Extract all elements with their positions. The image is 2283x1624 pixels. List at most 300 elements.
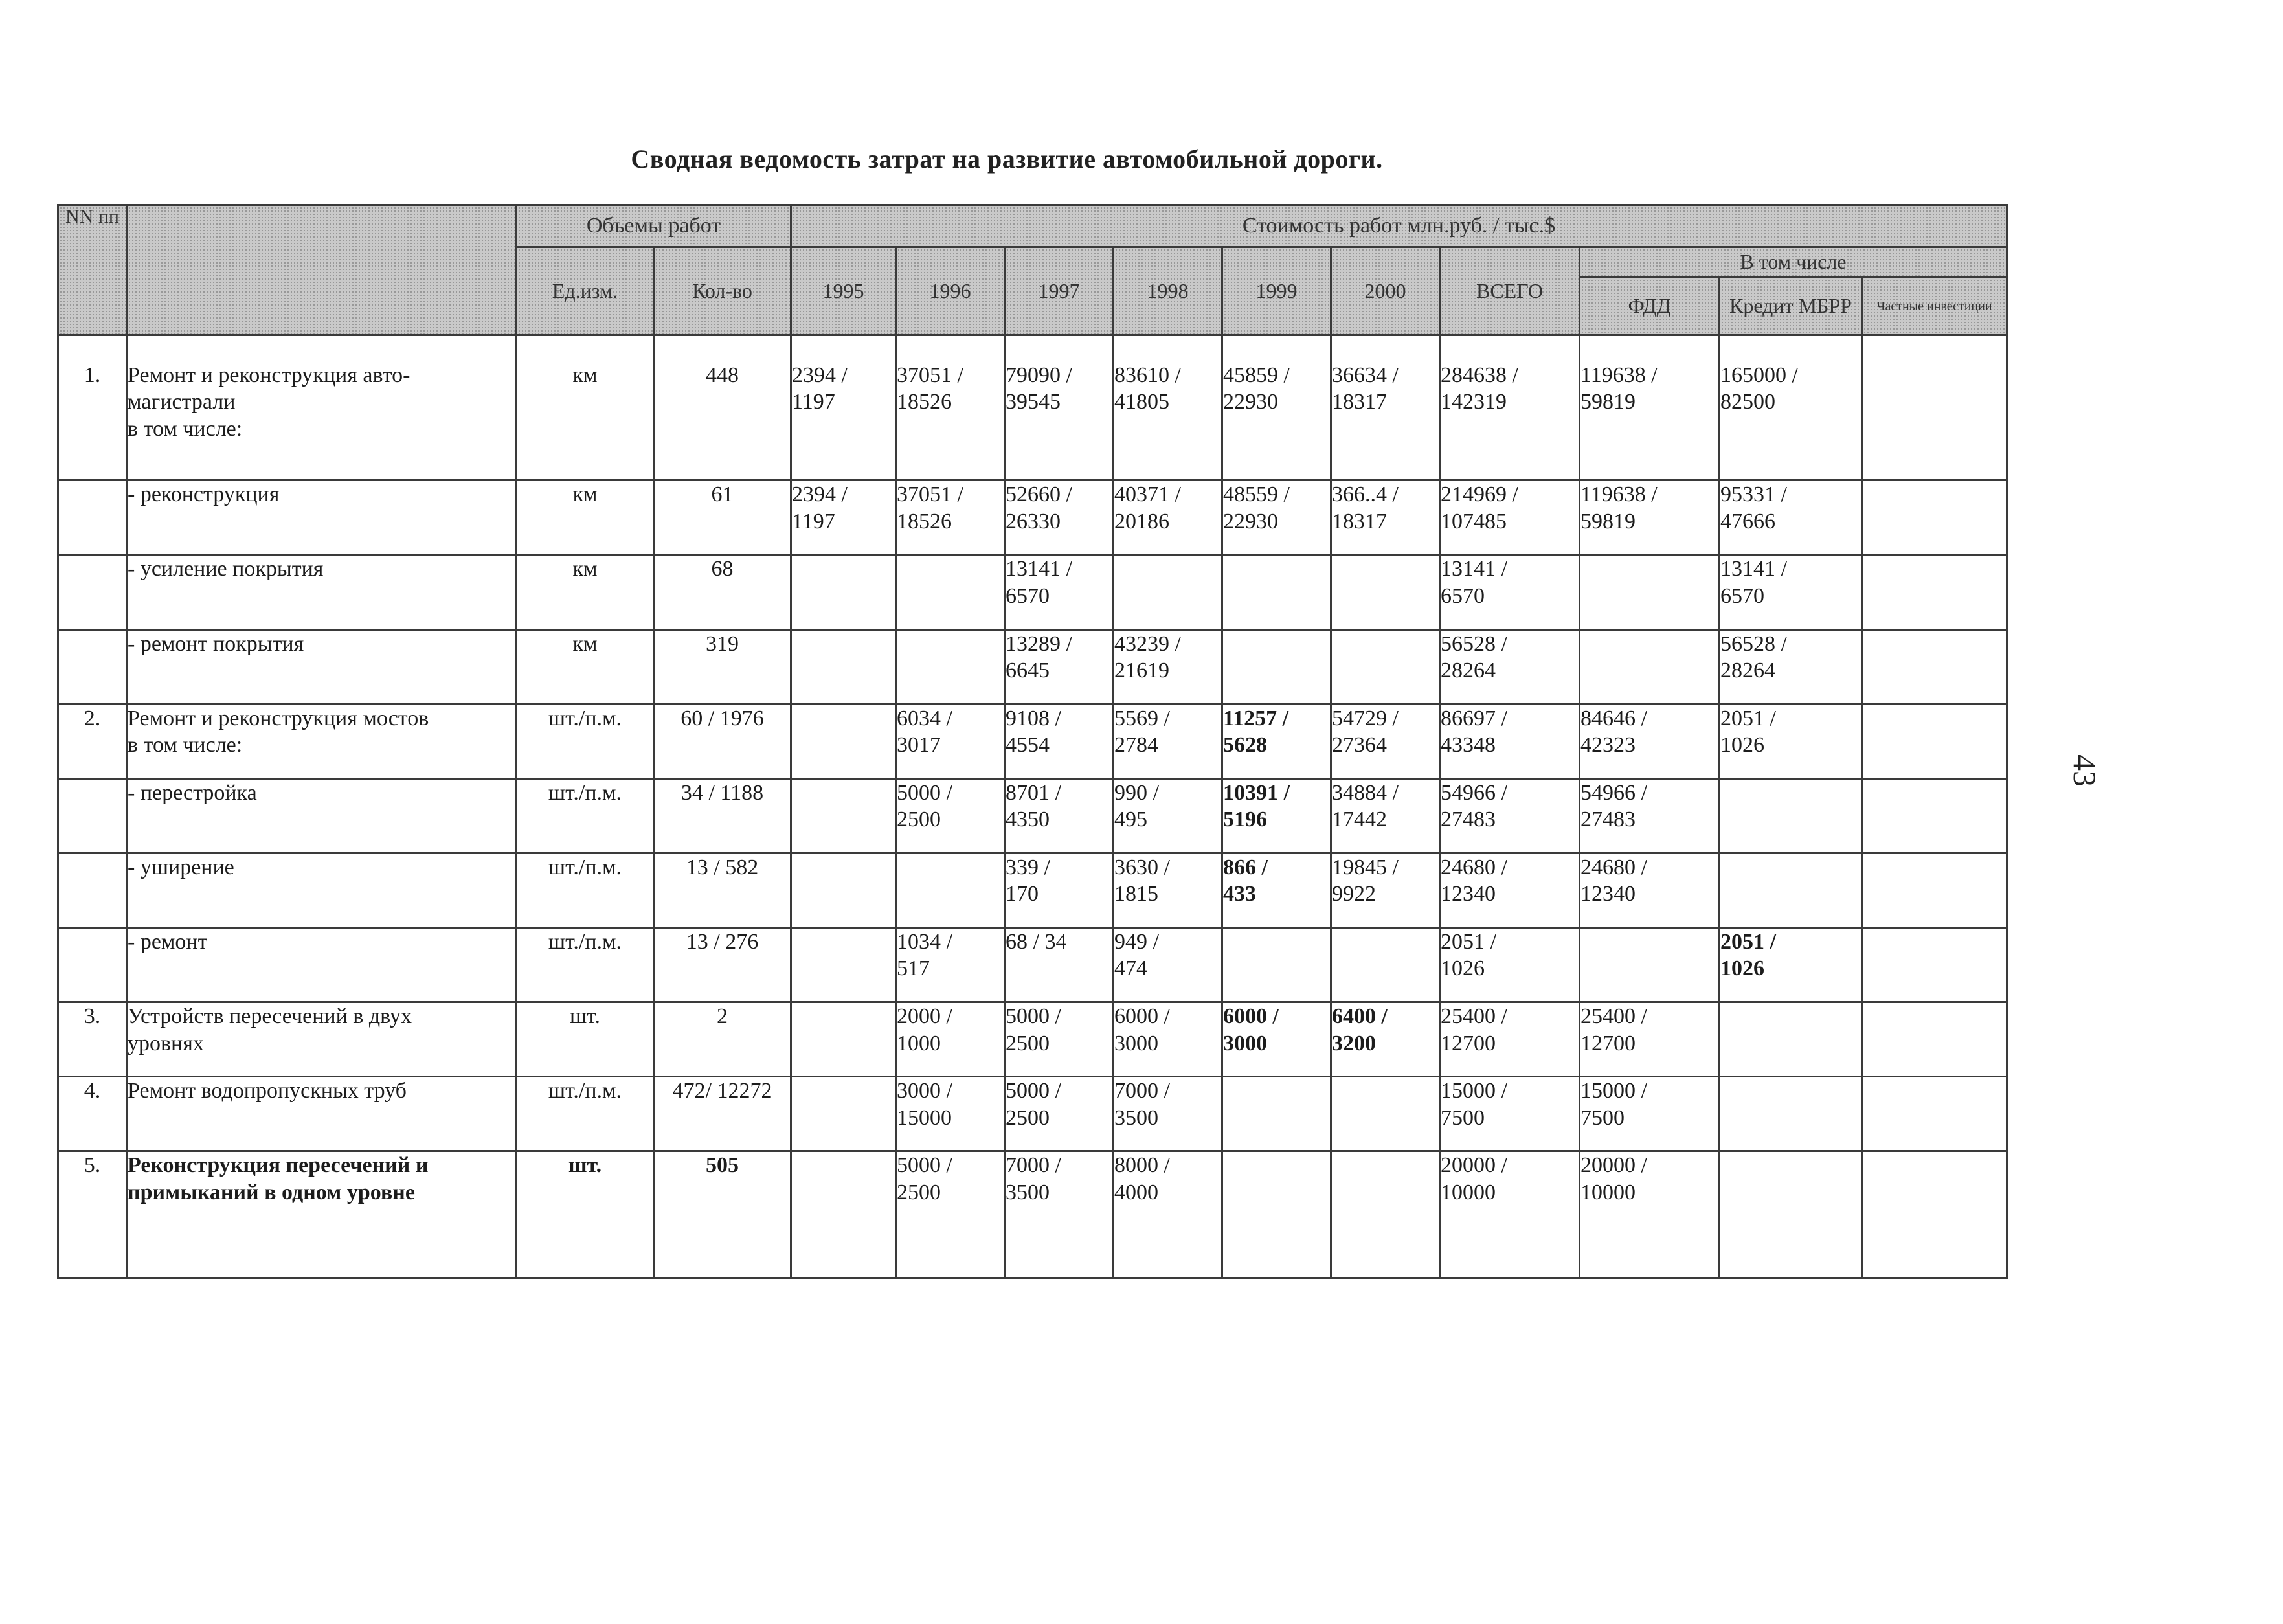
cell-line: 15000: [897, 1105, 952, 1130]
cell-line: 56528 /: [1441, 631, 1507, 656]
cell-line: 5628: [1223, 733, 1267, 758]
cell-line: в том числе:: [128, 416, 243, 441]
row-number: 3.: [58, 1002, 127, 1077]
cell-line: 8000 /: [1114, 1153, 1170, 1178]
page-number: 43: [2067, 754, 2103, 787]
cell-line: 27483: [1580, 807, 1636, 832]
cell-credit: [1720, 853, 1862, 927]
row-unit: км: [517, 480, 654, 555]
cell-y1995: [791, 928, 896, 1002]
cell-line: 6570: [1720, 583, 1764, 608]
cell-y1997: [1005, 704, 1114, 778]
cell-line: 19845 /: [1332, 855, 1399, 879]
cell-line: 1000: [897, 1031, 941, 1055]
cell-y1999: [1222, 1077, 1331, 1151]
cell-total: [1440, 629, 1580, 704]
cell-line: 27483: [1441, 807, 1496, 832]
row-unit: шт./п.м.: [517, 853, 654, 927]
header-total: ВСЕГО: [1440, 247, 1580, 335]
cell-fdd: [1580, 928, 1720, 1002]
header-1996: 1996: [896, 247, 1005, 335]
cell-line: 84646 /: [1580, 706, 1647, 730]
header-nn: NN пп: [58, 205, 127, 335]
row-qty: 448: [654, 335, 791, 480]
cell-line: 339 /: [1006, 855, 1050, 879]
cell-credit: [1720, 1077, 1862, 1151]
cell-total: [1440, 853, 1580, 927]
cell-line: 6645: [1006, 658, 1050, 682]
cell-y1997: [1005, 555, 1114, 629]
cell-line: 119638 /: [1580, 482, 1658, 507]
cell-line: 15000 /: [1441, 1079, 1507, 1103]
cell-y1997: [1005, 1002, 1114, 1077]
cell-y1999: [1222, 1151, 1331, 1278]
document-title: Сводная ведомость затрат на развитие автомобильной дороги.: [631, 144, 1383, 174]
table-row: [58, 335, 2007, 480]
cell-line: 1815: [1114, 882, 1158, 907]
cell-y1999: [1222, 555, 1331, 629]
cell-line: 22930: [1223, 509, 1278, 534]
row-number: 1.: [58, 335, 127, 480]
cell-fdd: [1580, 853, 1720, 927]
cell-line: 7000 /: [1114, 1079, 1170, 1103]
cell-line: 40371 /: [1114, 482, 1181, 507]
row-name: [127, 928, 517, 1002]
cell-line: - реконструкция: [128, 482, 280, 507]
table-row: [58, 853, 2007, 927]
cell-line: 28264: [1441, 658, 1496, 682]
cell-y1998: [1114, 335, 1222, 480]
cell-y1996: [896, 928, 1005, 1002]
cell-private: [1862, 778, 2007, 853]
row-number: [58, 480, 127, 555]
cell-line: 3500: [1006, 1180, 1050, 1204]
cell-line: Реконструкция пересечений и: [128, 1153, 429, 1178]
cell-y2000: [1331, 1077, 1440, 1151]
cell-line: 36634 /: [1332, 363, 1399, 387]
row-unit: км: [517, 335, 654, 480]
header-row-1: [58, 205, 2007, 247]
cell-line: 45859 /: [1223, 363, 1290, 387]
cell-y1997: [1005, 778, 1114, 853]
cell-y1995: [791, 1002, 896, 1077]
table-row: [58, 1002, 2007, 1077]
cell-line: - усиление покрытия: [128, 557, 324, 581]
cell-y1998: [1114, 928, 1222, 1002]
cell-line: 433: [1223, 882, 1256, 907]
cell-line: 1197: [792, 509, 835, 534]
cell-line: 13289 /: [1006, 631, 1072, 656]
cell-line: 59819: [1580, 390, 1636, 414]
cell-y1999: [1222, 629, 1331, 704]
cell-total: [1440, 555, 1580, 629]
cell-line: 54729 /: [1332, 706, 1399, 730]
cell-line: 34884 /: [1332, 780, 1399, 805]
cell-line: 56528 /: [1720, 631, 1787, 656]
cell-line: 15000 /: [1580, 1079, 1647, 1103]
cell-private: [1862, 1002, 2007, 1077]
cell-line: - ремонт покрытия: [128, 631, 304, 656]
cell-credit: [1720, 555, 1862, 629]
cell-line: 517: [897, 956, 930, 981]
cell-y1995: [791, 480, 896, 555]
cell-total: [1440, 335, 1580, 480]
cell-y2000: [1331, 555, 1440, 629]
row-name: [127, 1151, 517, 1278]
cell-line: 7500: [1580, 1105, 1625, 1130]
cell-line: Ремонт водопропускных труб: [128, 1079, 407, 1103]
row-unit: шт.: [517, 1002, 654, 1077]
header-incl: В том числе: [1580, 247, 2007, 278]
cell-line: уровнях: [128, 1031, 204, 1055]
cell-line: 86697 /: [1441, 706, 1507, 730]
cell-line: 52660 /: [1006, 482, 1072, 507]
cell-line: 1197: [792, 390, 835, 414]
row-unit: шт.: [517, 1151, 654, 1278]
cell-line: 26330: [1006, 509, 1061, 534]
cell-private: [1862, 704, 2007, 778]
cell-fdd: [1580, 629, 1720, 704]
cell-private: [1862, 555, 2007, 629]
cell-y2000: [1331, 335, 1440, 480]
header-cost: Стоимость работ млн.руб. / тыс.$: [791, 205, 2007, 247]
cell-line: 4000: [1114, 1180, 1158, 1204]
cell-line: 24680 /: [1441, 855, 1507, 879]
cell-line: 2394 /: [792, 482, 848, 507]
row-number: [58, 853, 127, 927]
cell-y1998: [1114, 1151, 1222, 1278]
cell-line: 10391 /: [1223, 780, 1290, 805]
cell-line: 2051 /: [1720, 930, 1776, 954]
cell-line: примыканий в одном уровне: [128, 1180, 415, 1204]
cell-line: 2500: [1006, 1105, 1050, 1130]
cell-y1996: [896, 480, 1005, 555]
header-1999: 1999: [1222, 247, 1331, 335]
row-number: [58, 928, 127, 1002]
row-qty: 61: [654, 480, 791, 555]
row-name: [127, 335, 517, 480]
cell-fdd: [1580, 704, 1720, 778]
cell-line: 68 / 34: [1006, 930, 1067, 954]
cell-y1997: [1005, 1151, 1114, 1278]
cell-line: 1034 /: [897, 930, 952, 954]
cell-fdd: [1580, 335, 1720, 480]
cell-line: 142319: [1441, 390, 1507, 414]
row-number: [58, 778, 127, 853]
cell-credit: [1720, 335, 1862, 480]
header-fdd: ФДД: [1580, 278, 1720, 335]
cell-y1998: [1114, 629, 1222, 704]
cell-line: 9922: [1332, 882, 1376, 907]
row-qty: 2: [654, 1002, 791, 1077]
row-name: [127, 1077, 517, 1151]
cell-line: 10000: [1441, 1180, 1496, 1204]
cell-line: 20000 /: [1441, 1153, 1507, 1178]
cell-private: [1862, 629, 2007, 704]
header-1995: 1995: [791, 247, 896, 335]
row-number: [58, 629, 127, 704]
cell-line: - перестройка: [128, 780, 257, 805]
header-unit: Ед.изм.: [517, 247, 654, 335]
cell-line: 18526: [897, 509, 952, 534]
cell-y1995: [791, 1077, 896, 1151]
cell-y2000: [1331, 1151, 1440, 1278]
cell-line: 9108 /: [1006, 706, 1061, 730]
cell-line: 20186: [1114, 509, 1169, 534]
cell-credit: [1720, 928, 1862, 1002]
cell-total: [1440, 778, 1580, 853]
cell-y1997: [1005, 480, 1114, 555]
cell-line: 107485: [1441, 509, 1507, 534]
cell-y1997: [1005, 1077, 1114, 1151]
table-row: [58, 1077, 2007, 1151]
row-qty: 13 / 276: [654, 928, 791, 1002]
row-name: [127, 853, 517, 927]
cell-line: 8701 /: [1006, 780, 1061, 805]
cell-line: 3000 /: [897, 1079, 952, 1103]
header-credit: Кредит МБРР: [1720, 278, 1862, 335]
cell-line: 3000: [1223, 1031, 1267, 1055]
cell-line: 3630 /: [1114, 855, 1170, 879]
header-qty: Кол-во: [654, 247, 791, 335]
cell-line: 47666: [1720, 509, 1775, 534]
row-name: [127, 704, 517, 778]
cell-line: 2500: [897, 807, 941, 832]
cell-y1995: [791, 853, 896, 927]
cell-y2000: [1331, 928, 1440, 1002]
row-qty: 68: [654, 555, 791, 629]
cell-line: 48559 /: [1223, 482, 1290, 507]
cell-credit: [1720, 629, 1862, 704]
cell-y1998: [1114, 1077, 1222, 1151]
cell-line: 2500: [1006, 1031, 1050, 1055]
cell-y1995: [791, 1151, 896, 1278]
cell-line: 165000 /: [1720, 363, 1798, 387]
cell-line: 11257 /: [1223, 706, 1289, 730]
cell-line: 3200: [1332, 1031, 1376, 1055]
cell-line: в том числе:: [128, 733, 243, 758]
cell-line: 3500: [1114, 1105, 1158, 1130]
cell-line: 25400 /: [1441, 1004, 1507, 1029]
cell-y1999: [1222, 1002, 1331, 1077]
row-unit: шт./п.м.: [517, 704, 654, 778]
cell-line: 18526: [897, 390, 952, 414]
cell-line: 41805: [1114, 390, 1169, 414]
cell-y1998: [1114, 704, 1222, 778]
cell-line: 474: [1114, 956, 1147, 981]
cell-y1996: [896, 555, 1005, 629]
cell-line: 6570: [1441, 583, 1485, 608]
cell-line: 5196: [1223, 807, 1267, 832]
cell-line: 13141 /: [1006, 557, 1072, 581]
summary-cost-table: [57, 204, 2008, 1279]
cell-y1997: [1005, 853, 1114, 927]
table-row: [58, 480, 2007, 555]
cell-private: [1862, 480, 2007, 555]
cell-private: [1862, 853, 2007, 927]
row-unit: км: [517, 629, 654, 704]
row-qty: 505: [654, 1151, 791, 1278]
cell-credit: [1720, 480, 1862, 555]
cell-line: 990 /: [1114, 780, 1159, 805]
header-volumes: Объемы работ: [517, 205, 791, 247]
row-number: 4.: [58, 1077, 127, 1151]
cell-y1995: [791, 629, 896, 704]
cell-private: [1862, 1077, 2007, 1151]
table-row: [58, 629, 2007, 704]
cell-y2000: [1331, 1002, 1440, 1077]
cell-line: 12340: [1441, 882, 1496, 907]
cell-line: Ремонт и реконструкция мостов: [128, 706, 429, 730]
header-1998: 1998: [1114, 247, 1222, 335]
cell-line: 79090 /: [1006, 363, 1072, 387]
cell-y1998: [1114, 1002, 1222, 1077]
cell-y1999: [1222, 853, 1331, 927]
cell-line: 4350: [1006, 807, 1050, 832]
cell-line: 2394 /: [792, 363, 848, 387]
cell-line: 6034 /: [897, 706, 952, 730]
cell-y1996: [896, 335, 1005, 480]
cell-line: 54966 /: [1441, 780, 1507, 805]
table-row: [58, 555, 2007, 629]
cell-y1997: [1005, 928, 1114, 1002]
table-row: [58, 1151, 2007, 1278]
row-unit: шт./п.м.: [517, 928, 654, 1002]
cell-credit: [1720, 778, 1862, 853]
cell-line: 13141 /: [1720, 557, 1787, 581]
cell-line: 17442: [1332, 807, 1387, 832]
cell-y1998: [1114, 480, 1222, 555]
cell-line: 2051 /: [1720, 706, 1776, 730]
cell-fdd: [1580, 1077, 1720, 1151]
cell-line: магистрали: [128, 390, 236, 414]
cell-line: 1026: [1441, 956, 1485, 981]
cell-line: 18317: [1332, 509, 1387, 534]
cell-line: Устройств пересечений в двух: [128, 1004, 412, 1029]
cell-line: 2500: [897, 1180, 941, 1204]
cell-line: 13141 /: [1441, 557, 1507, 581]
cell-fdd: [1580, 778, 1720, 853]
cell-credit: [1720, 1002, 1862, 1077]
cell-line: 83610 /: [1114, 363, 1181, 387]
cell-y1999: [1222, 335, 1331, 480]
cell-y1999: [1222, 480, 1331, 555]
cell-line: 5569 /: [1114, 706, 1170, 730]
row-name: [127, 1002, 517, 1077]
cell-line: 214969 /: [1441, 482, 1518, 507]
cell-total: [1440, 704, 1580, 778]
cell-total: [1440, 928, 1580, 1002]
cell-y1996: [896, 1151, 1005, 1278]
cell-line: 6570: [1006, 583, 1050, 608]
cell-line: 6000 /: [1114, 1004, 1170, 1029]
row-qty: 34 / 1188: [654, 778, 791, 853]
cell-line: 5000 /: [1006, 1004, 1061, 1029]
cell-y2000: [1331, 853, 1440, 927]
cell-line: 2000 /: [897, 1004, 952, 1029]
cell-y1999: [1222, 778, 1331, 853]
cell-line: 59819: [1580, 509, 1636, 534]
cell-y1995: [791, 778, 896, 853]
cell-y1999: [1222, 704, 1331, 778]
cell-line: 6400 /: [1332, 1004, 1388, 1029]
cell-y1999: [1222, 928, 1331, 1002]
cell-credit: [1720, 704, 1862, 778]
cell-line: 1026: [1720, 733, 1764, 758]
cell-credit: [1720, 1151, 1862, 1278]
cell-private: [1862, 335, 2007, 480]
cell-line: 5000 /: [1006, 1079, 1061, 1103]
cell-line: 949 /: [1114, 930, 1159, 954]
cell-line: 42323: [1580, 733, 1636, 758]
cell-line: 170: [1006, 882, 1039, 907]
table-row: [58, 778, 2007, 853]
cell-y1995: [791, 704, 896, 778]
row-number: [58, 555, 127, 629]
cell-y1996: [896, 1077, 1005, 1151]
cell-line: 28264: [1720, 658, 1775, 682]
cell-line: 12700: [1441, 1031, 1496, 1055]
cell-y1998: [1114, 555, 1222, 629]
cell-y1996: [896, 853, 1005, 927]
cell-total: [1440, 1002, 1580, 1077]
table-row: [58, 704, 2007, 778]
cell-line: 284638 /: [1441, 363, 1518, 387]
cell-total: [1440, 480, 1580, 555]
cell-y2000: [1331, 629, 1440, 704]
cell-line: 21619: [1114, 658, 1169, 682]
row-name: [127, 480, 517, 555]
cell-line: 43348: [1441, 733, 1496, 758]
cell-line: 2051 /: [1441, 930, 1496, 954]
cell-line: 24680 /: [1580, 855, 1647, 879]
cell-private: [1862, 928, 2007, 1002]
cell-line: 12700: [1580, 1031, 1636, 1055]
cell-y1996: [896, 778, 1005, 853]
cell-private: [1862, 1151, 2007, 1278]
cell-total: [1440, 1151, 1580, 1278]
row-name: [127, 555, 517, 629]
row-unit: км: [517, 555, 654, 629]
cell-line: 12340: [1580, 882, 1636, 907]
cell-y1996: [896, 1002, 1005, 1077]
cell-y1995: [791, 555, 896, 629]
table-row: [58, 928, 2007, 1002]
cell-line: 2784: [1114, 733, 1158, 758]
header-name: [127, 205, 517, 335]
cell-total: [1440, 1077, 1580, 1151]
cell-y2000: [1331, 704, 1440, 778]
cell-line: 25400 /: [1580, 1004, 1647, 1029]
row-unit: шт./п.м.: [517, 1077, 654, 1151]
cell-line: 5000 /: [897, 780, 952, 805]
cell-line: 7000 /: [1006, 1153, 1061, 1178]
cell-line: 3017: [897, 733, 941, 758]
cell-line: 82500: [1720, 390, 1775, 414]
cell-line: 3000: [1114, 1031, 1158, 1055]
cell-line: 866 /: [1223, 855, 1268, 879]
cell-y1996: [896, 629, 1005, 704]
cell-line: 22930: [1223, 390, 1278, 414]
header-1997: 1997: [1005, 247, 1114, 335]
cell-line: 37051 /: [897, 482, 963, 507]
row-name: [127, 778, 517, 853]
header-private: Частные инвестиции: [1862, 278, 2007, 335]
table-body: [58, 335, 2007, 1278]
row-name: [127, 629, 517, 704]
cell-fdd: [1580, 555, 1720, 629]
cell-line: 43239 /: [1114, 631, 1181, 656]
